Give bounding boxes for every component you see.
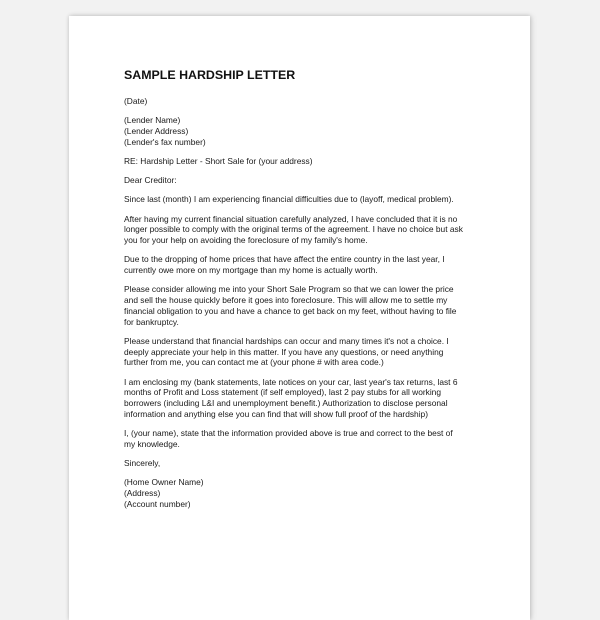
paragraph-line: Please understand that financial hardships can occur and many times it's not a choice. I (124, 335, 449, 346)
signature-address: (Address) (124, 488, 161, 499)
paragraph-line: I, (your name), state that the information provided above is true and correct to the best of (124, 428, 453, 439)
date-text: (Date) (124, 96, 148, 106)
paragraph-line: for bankruptcy. (124, 316, 179, 327)
paragraph-line: After having my current financial situation carefully analyzed, I have concluded that it is no (124, 213, 458, 224)
signature-block (124, 477, 484, 509)
letter-page (69, 16, 530, 620)
paragraph-7 (124, 428, 484, 450)
closing (124, 458, 484, 469)
paragraph-line: Due to the dropping of home prices that have affect the entire country in the last year, I (124, 254, 445, 265)
re-line (124, 156, 484, 167)
paragraph-3 (124, 254, 484, 276)
paragraph-line: Please consider allowing me into your Short Sale Program so that we can lower the price (124, 284, 454, 295)
date-line (124, 96, 484, 107)
paragraph-line: further from me, you can contact me at (your phone # with area code.) (124, 357, 384, 368)
paragraph-line: you for your help on avoiding the foreclosure of my family's home. (124, 235, 368, 246)
paragraph-1 (124, 194, 484, 205)
paragraph-line: Since last (month) I am experiencing financial difficulties due to (layoff, medical problem). (124, 194, 454, 205)
paragraph-2 (124, 214, 484, 246)
paragraph-line: longer possible to comply with the original terms of the agreement. I have no choice but ask (124, 224, 463, 235)
paragraph-line: and sell the house quickly before it goes into foreclosure. This will allow me to settle my (124, 295, 448, 306)
paragraph-line: currently owe more on my mortgage than my home is actually worth. (124, 265, 378, 276)
paragraph-line: borrowers (including L&I and unemployment benefit.) Authorization to disclose personal (124, 398, 448, 409)
closing-text: Sincerely, (124, 458, 161, 469)
paragraph-6 (124, 377, 484, 420)
lender-name: (Lender Name) (124, 115, 181, 126)
paragraph-line: I am enclosing my (bank statements, late notices on your car, last year's tax returns, last 6 (124, 376, 458, 387)
salutation-text: Dear Creditor: (124, 175, 177, 186)
re-line-text: RE: Hardship Letter - Short Sale for (your address) (124, 155, 313, 166)
paragraph-line: deeply appreciate your help in this matter. If you have any questions, or need anything (124, 346, 444, 357)
lender-address-block (124, 115, 484, 147)
paragraph-line: financial obligation to you and have a chance to get back on my feet, without having to file (124, 305, 457, 316)
paragraph-line: information and anything else you can find that will show full proof of the hardship) (124, 409, 429, 420)
lender-address: (Lender Address) (124, 125, 189, 136)
letter-content (124, 68, 484, 518)
signature-account: (Account number) (124, 499, 191, 509)
signature-name: (Home Owner Name) (124, 477, 204, 488)
salutation (124, 175, 484, 186)
paragraph-5 (124, 336, 484, 368)
paragraph-line: my knowledge. (124, 439, 180, 450)
paragraph-4 (124, 284, 484, 327)
lender-fax: (Lender's fax number) (124, 136, 206, 147)
paragraph-line: months of Profit and Loss statement (if self employed), last 2 pay stubs for all working (124, 387, 441, 398)
letter-title: SAMPLE HARDSHIP LETTER (124, 68, 296, 82)
